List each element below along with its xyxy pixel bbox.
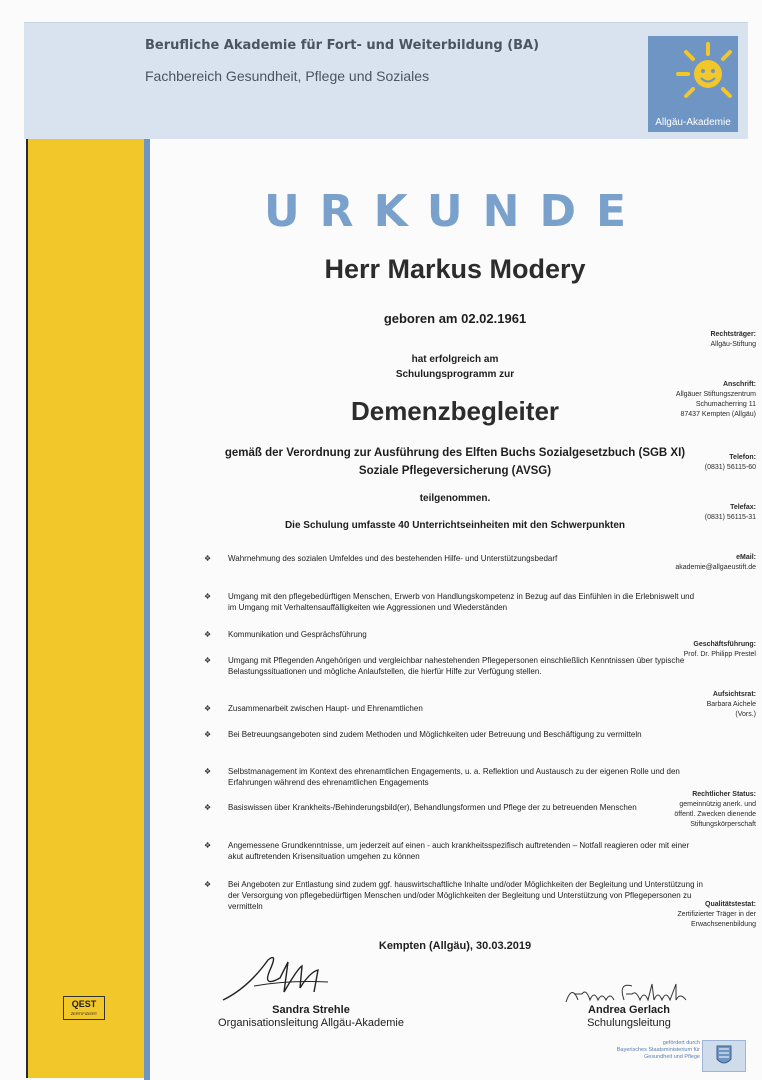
- topic-text: Selbstmanagement im Kontext des ehrenamtlichen Engagements, u. a. Reflektion und Austausch zu der eigenen Rolle und den Erfahrungen während des ehrenamtlichen Engagements: [228, 767, 680, 787]
- bullet-icon: ❖: [204, 554, 212, 563]
- qest-logo-text: QEST: [71, 999, 97, 1009]
- bavarian-coat-of-arms-logo: [702, 1040, 746, 1072]
- legal-basis: [160, 444, 750, 480]
- sidebar-value: Schumacherring 11: [695, 401, 756, 408]
- topic-text: Zusammenarbeit zwischen Haupt- und Ehrenamtlichen: [228, 704, 423, 713]
- funding-line-2: Bayerisches Staatsministerium für: [616, 1047, 700, 1053]
- allgaeu-akademie-logo: [648, 36, 738, 132]
- sidebar-value: 87437 Kempten (Allgäu): [680, 411, 756, 418]
- bullet-icon: ❖: [204, 630, 212, 639]
- statement: [160, 352, 750, 382]
- sidebar-label: Telefax:: [730, 504, 756, 511]
- sidebar-value: (Vors.): [735, 711, 756, 718]
- participated-text: teilgenommen.: [419, 493, 491, 504]
- qest-logo-subtext: ZERTIFIZIERT: [70, 1011, 98, 1016]
- topic-text: Bei Betreuungsangeboten sind zudem Methoden und Möglichkeiten uder Betreuung und Beschäftigung zu vermitteln: [228, 730, 642, 739]
- sidebar-label: Rechtsträger:: [710, 331, 756, 338]
- sidebar: [26, 38, 146, 1078]
- logo-label: Allgäu-Akademie: [655, 117, 731, 128]
- academy-name: Berufliche Akademie für Fort- und Weiterbildung (BA): [145, 38, 540, 53]
- sidebar-value: (0831) 56115-60: [704, 464, 756, 471]
- bullet-icon: ❖: [204, 592, 212, 601]
- program-name: Demenzbegleiter: [350, 396, 560, 426]
- sidebar-label: Geschäftsführung:: [693, 641, 756, 648]
- qest-certification-logo: [63, 996, 105, 1020]
- sidebar-value: (0831) 56115-31: [704, 514, 756, 521]
- signature-block-right: [544, 1004, 714, 1030]
- sidebar-label: Anschrift:: [722, 381, 756, 388]
- crest-icon: [703, 1041, 745, 1071]
- signatory-name: Sandra Strehle: [272, 1004, 350, 1016]
- sidebar-value: Stiftungskörperschaft: [690, 821, 756, 828]
- sidebar-label: Aufsichtsrat:: [712, 691, 756, 698]
- legal-basis-line-1: gemäß der Verordnung zur Ausführung des Elften Buchs Sozialgesetzbuch (SGB XI): [224, 447, 686, 459]
- sidebar-label: Rechtlicher Status:: [692, 791, 756, 798]
- signatory-name: Andrea Gerlach: [588, 1004, 670, 1016]
- signature-block-left: [206, 1004, 416, 1030]
- statement-line-1: hat erfolgreich am: [411, 354, 499, 365]
- topic-text: Umgang mit den pflegebedürftigen Menschen, Erwerb von Handlungskompetenz in Bezug auf das Einfühlen in die Erlebniswelt und im Umgang mit Verhaltensauffälligkeiten wie Aggressionen und Wiederständen: [228, 592, 695, 612]
- topic-text: Umgang mit Pflegenden Angehörigen und vergleichbar nahestehenden Pflegepersonen einschließlich Kenntnissen über typische Belastungssituationen und mögliche Anlaufstellen, die hierfür Hilfe zur Verfügung stellen.: [228, 656, 685, 676]
- sidebar-label: Telefon:: [729, 454, 756, 461]
- signatory-role: Organisationsleitung Allgäu-Akademie: [218, 1017, 404, 1029]
- bullet-icon: ❖: [204, 704, 212, 713]
- funding-note: [588, 1040, 700, 1061]
- signature-strehle: [218, 948, 338, 1008]
- birth-date: geboren am 02.02.1961: [383, 311, 527, 326]
- department-name: Fachbereich Gesundheit, Pflege und Soziales: [145, 68, 430, 84]
- bullet-icon: ❖: [204, 730, 212, 739]
- place-and-date: Kempten (Allgäu), 30.03.2019: [378, 940, 532, 952]
- funding-line-1: gefördert durch: [662, 1040, 700, 1046]
- sidebar-value: Erwachsenenbildung: [691, 921, 756, 928]
- sidebar-label: eMail:: [736, 554, 756, 561]
- sidebar-value: Barbara Aichele: [706, 701, 756, 708]
- training-scope: Die Schulung umfasste 40 Unterrichtseinheiten mit den Schwerpunkten: [284, 520, 626, 531]
- topic-text: Wahrnehmung des sozialen Umfeldes und des bestehenden Hilfe- und Unterstützungsbedarf: [228, 554, 558, 563]
- topic-text: Kommunikation und Gesprächsführung: [228, 630, 367, 639]
- certificate-title: URKUNDE: [263, 186, 647, 237]
- sidebar-value: Allgäu-Stiftung: [710, 341, 756, 348]
- sidebar-value: Zertifizierter Träger in der: [677, 911, 756, 918]
- topic-text: Basiswissen über Krankheits-/Behinderungsbild(er), Behandlungsformen und Pflege der zu betreuenden Menschen: [228, 803, 637, 812]
- bullet-icon: ❖: [204, 767, 212, 776]
- sidebar-value: gemeinnützig anerk. und: [679, 801, 756, 808]
- bullet-icon: ❖: [204, 803, 212, 812]
- legal-basis-line-2: Soziale Pflegeversicherung (AVSG): [358, 465, 552, 477]
- sidebar-value: Allgäuer Stiftungszentrum: [675, 391, 756, 398]
- bullet-icon: ❖: [204, 656, 212, 665]
- sidebar-edge: [144, 138, 150, 1080]
- sidebar-value: akademie@allgaeustift.de: [675, 564, 756, 571]
- recipient-name: Herr Markus Modery: [324, 254, 586, 284]
- sidebar-block-rechtstraeger: [636, 330, 756, 350]
- bullet-icon: ❖: [204, 880, 212, 889]
- sidebar-value: Prof. Dr. Philipp Prestel: [683, 651, 756, 658]
- sidebar-value: öffentl. Zwecken dienende: [674, 811, 756, 818]
- statement-line-2: Schulungsprogramm zur: [395, 369, 515, 380]
- signatory-role: Schulungsleitung: [587, 1017, 671, 1029]
- topic-text: Bei Angeboten zur Entlastung sind zudem ggf. hauswirtschaftliche Inhalte und/oder Möglichkeiten der Begleitung und Unterstützung in der Versorgung von pflegebedürftigen Menschen und/oder Möglichkeiten der Begleitung und Unterstützung von Pflegepersonen zu vermitteln: [228, 880, 703, 911]
- bullet-icon: ❖: [204, 841, 212, 850]
- topic-text: Angemessene Grundkenntnisse, um jederzeit auf einen - auch krankheitsspezifisch auftretenden – Notfall reagieren oder mit einer akut auftretenden Krisensituation umgehen zu können: [228, 841, 690, 861]
- sun-icon: [648, 36, 738, 116]
- funding-line-3: Gesundheit und Pflege: [644, 1054, 700, 1060]
- sidebar-label: Qualitätstestat:: [705, 901, 756, 908]
